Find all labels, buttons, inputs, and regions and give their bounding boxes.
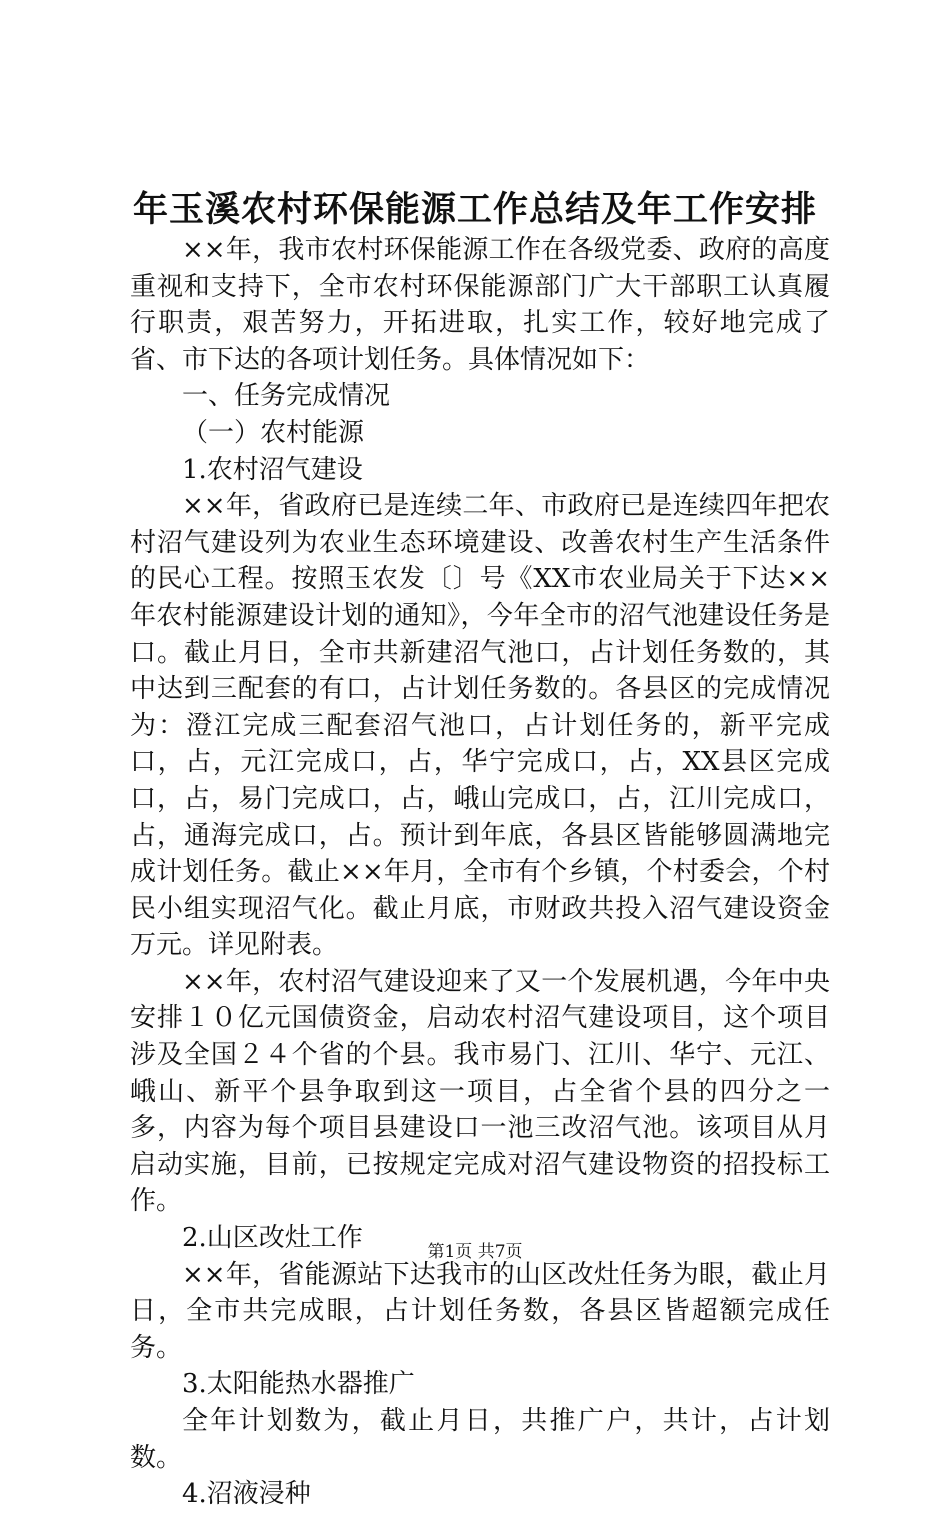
document-body [130,232,830,1513]
paragraph-solar-water-heater: 全年计划数为，截止月日，共推广户，共计，占计划数。 [130,1406,830,1473]
heading-stove-renovation: 2.山区改灶工作 [182,1223,363,1254]
heading-task-completion: 一、任务完成情况 [182,381,391,412]
paragraph-stove-renovation: ××年，省能源站下达我市的山区改灶任务为眼，截止月日，全市共完成眼，占计划任务数，各县区皆超额完成任务。 [130,1259,830,1363]
paragraph-intro: ××年，我市农村环保能源工作在各级党委、政府的高度重视和支持下，全市农村环保能源部门广大干部职工认真履行职责，艰苦努力，开拓进取，扎实工作，较好地完成了省、市下达的各项计划任务。具体情况如下： [130,235,830,375]
heading-solar-water-heater: 3.太阳能热水器推广 [182,1369,415,1400]
document-title: 年玉溪农村环保能源工作总结及年工作安排 [132,189,817,230]
heading-biogas-slurry-soaking: 4.沼液浸种 [182,1479,311,1510]
heading-rural-energy: （一）农村能源 [182,417,365,448]
paragraph-biogas-progress: ××年，省政府已是连续二年、市政府已是连续四年把农村沼气建设列为农业生态环境建设、改善农村生产生活条件的民心工程。按照玉农发〔〕号《XX市农业局关于下达××年农村能源建设计划的通知》，今年全市的沼气池建设任务是口。截止月日，全市共新建沼气池口，占计划任务数的，其中达到三配套的有口，占计划任务数的。各县区的完成情况为：澄江完成三配套沼气池口，占计划任务的，新平完成口，占，元江完成口，占，华宁完成口，占，XX县区完成口，占，易门完成口，占，峨山完成口，占，江川完成口，占，通海完成口，占。预计到年底，各县区皆能够圆满地完成计划任务。截止××年月，全市有个乡镇，个村委会，个村民小组实现沼气化。截止月底，市财政共投入沼气建设资金万元。详见附表。 [130,491,830,961]
page-number: 第1页 共7页 [427,1242,523,1262]
paragraph-biogas-project: ××年，农村沼气建设迎来了又一个发展机遇，今年中央安排１０亿元国债资金，启动农村沼气建设项目，这个项目涉及全国２４个省的个县。我市易门、江川、华宁、元江、峨山、新平个县争取到这一项目，占全省个县的四分之一多，内容为每个项目县建设口一池三改沼气池。该项目从月启动实施，目前，已按规定完成对沼气建设物资的招投标工作。 [130,966,830,1217]
heading-biogas-construction: 1.农村沼气建设 [182,454,363,485]
